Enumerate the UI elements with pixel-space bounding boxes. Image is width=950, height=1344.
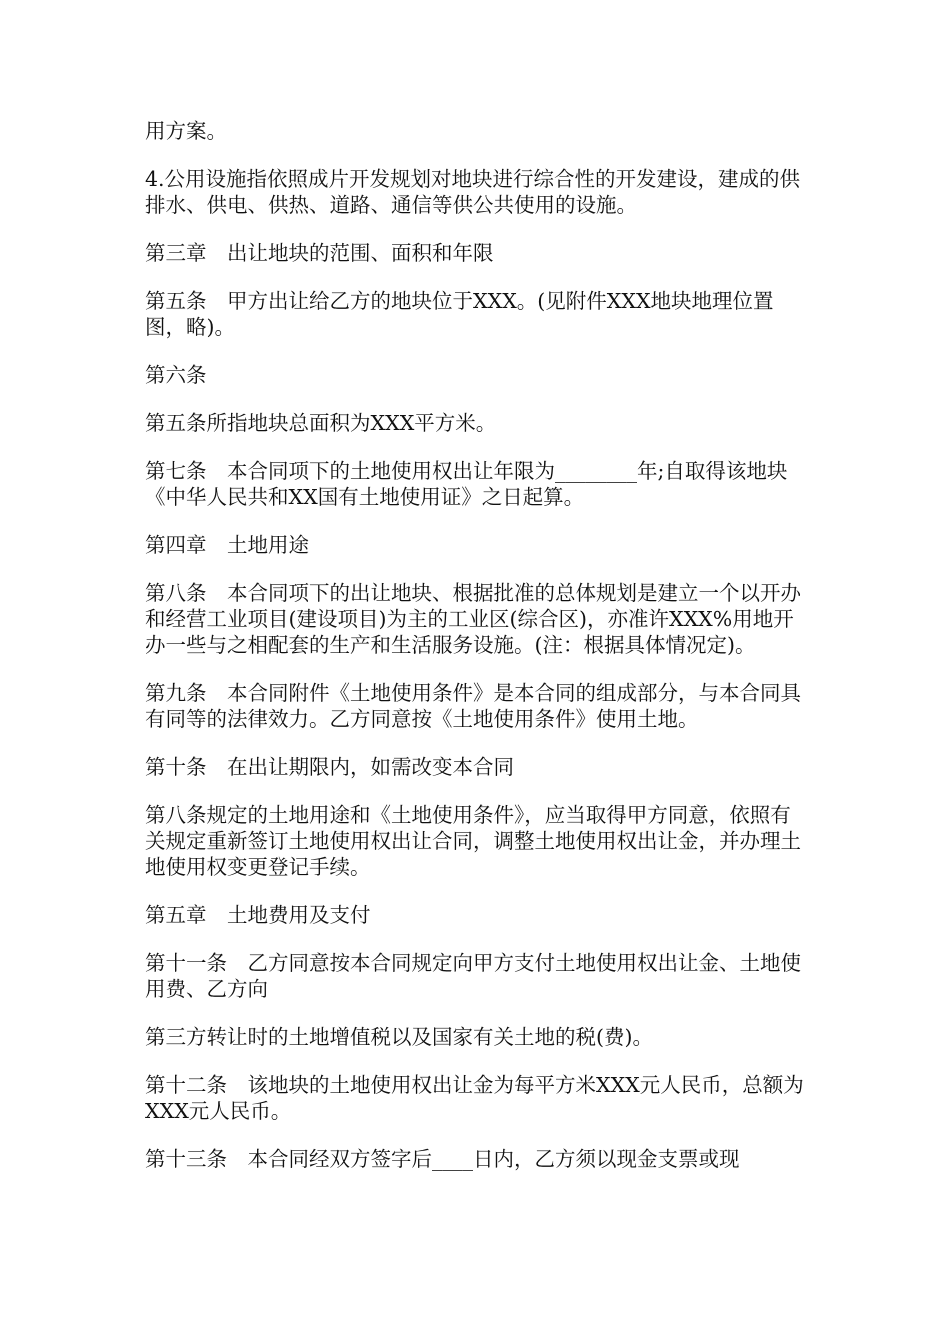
article-7: 第七条 本合同项下的土地使用权出让年限为________年;自取得该地块《中华人民共和XX国有土地使用证》之日起算。	[145, 459, 788, 509]
article-10-heading: 第十条 在出让期限内，如需改变本合同	[145, 755, 514, 779]
article-8: 第八条 本合同项下的出让地块、根据批准的总体规划是建立一个以开办和经营工业项目(建设项目)为主的工业区(综合区)，亦准许XXX%用地开办一些与之相配套的生产和生活服务设施。(注：根据具体情况定)。	[145, 581, 801, 657]
article-9: 第九条 本合同附件《土地使用条件》是本合同的组成部分，与本合同具有同等的法律效力。乙方同意按《土地使用条件》使用土地。	[145, 681, 801, 731]
paragraph-continuation: 用方案。	[145, 119, 227, 143]
chapter-3-heading: 第三章 出让地块的范围、面积和年限	[145, 241, 494, 265]
document-page	[145, 118, 807, 1194]
chapter-5-heading: 第五章 土地费用及支付	[145, 903, 371, 927]
article-13: 第十三条 本合同经双方签字后____日内，乙方须以现金支票或现	[145, 1147, 740, 1171]
article-11-continuation: 第三方转让时的土地增值税以及国家有关土地的税(费)。	[145, 1025, 653, 1049]
article-12: 第十二条 该地块的土地使用权出让金为每平方米XXX元人民币，总额为XXX元人民币。	[145, 1073, 804, 1123]
chapter-4-heading: 第四章 土地用途	[145, 533, 309, 557]
article-6-heading: 第六条	[145, 363, 207, 387]
paragraph-item-4: 4.公用设施指依照成片开发规划对地块进行综合性的开发建设，建成的供排水、供电、供热、道路、通信等供公共使用的设施。	[145, 167, 801, 217]
article-11: 第十一条 乙方同意按本合同规定向甲方支付土地使用权出让金、土地使用费、乙方向	[145, 951, 801, 1001]
article-6-body: 第五条所指地块总面积为XXX平方米。	[145, 411, 497, 435]
article-5: 第五条 甲方出让给乙方的地块位于XXX。(见附件XXX地块地理位置图，略)。	[145, 289, 774, 339]
article-10-body: 第八条规定的土地用途和《土地使用条件》，应当取得甲方同意，依照有关规定重新签订土地使用权出让合同，调整土地使用权出让金，并办理土地使用权变更登记手续。	[145, 803, 801, 879]
